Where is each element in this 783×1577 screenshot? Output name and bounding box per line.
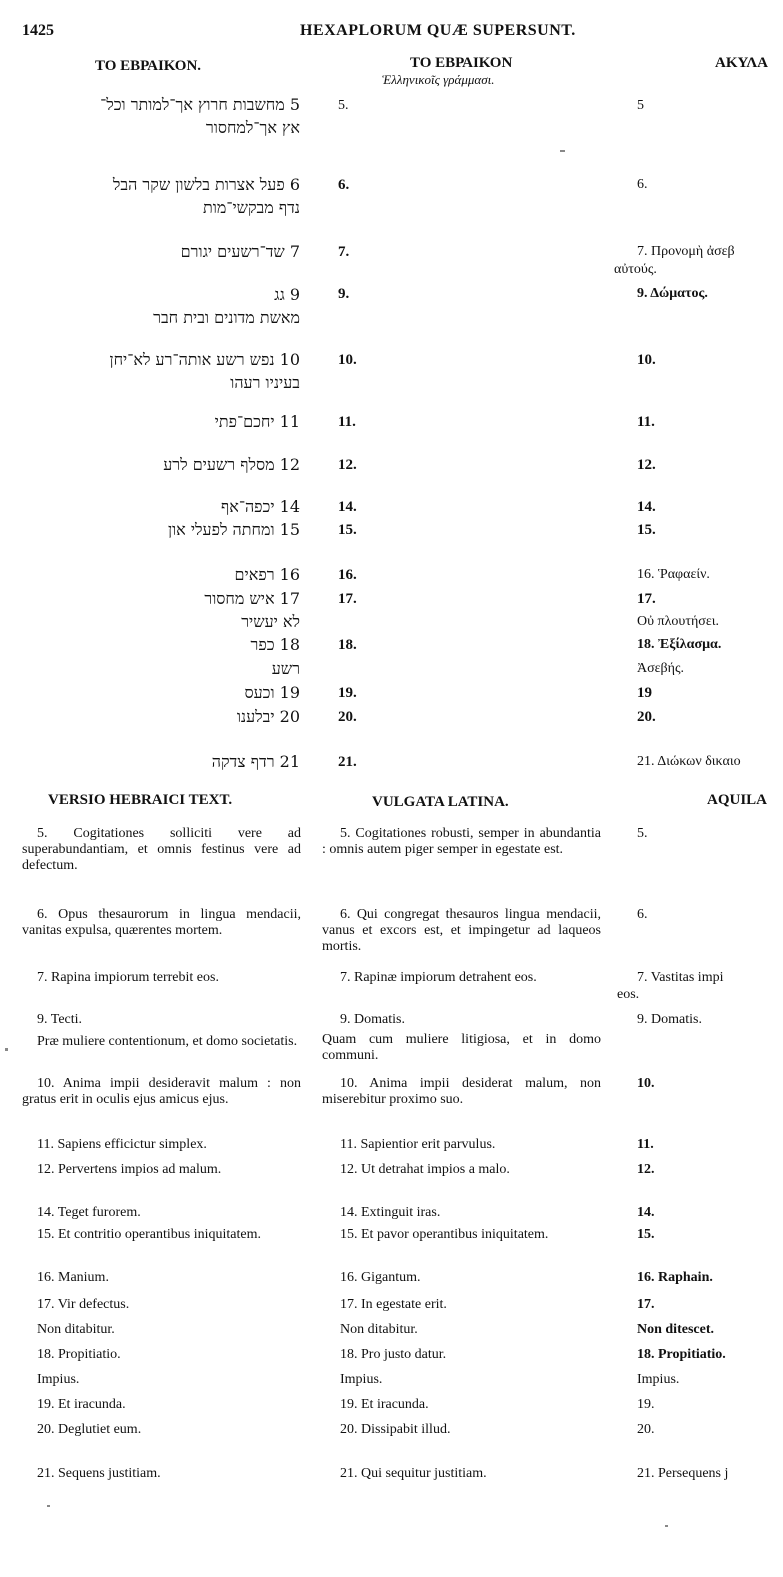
- versio-verse: 19. Et iracunda.: [37, 1397, 126, 1412]
- hebrew-line: 12 מסלף רשעים לרע: [163, 455, 300, 474]
- hebrew-line: 10 נפש רשע אותה־רע לא־יחן: [109, 350, 300, 369]
- aquila-greek-line: 10.: [637, 352, 656, 368]
- hebrew-line: בעיניו רעהו: [230, 373, 300, 392]
- aquila-greek-column-header: ΑΚΥΛΑ: [715, 55, 768, 71]
- aquila-greek-line: 17.: [637, 591, 656, 607]
- aquila-latin-line: eos.: [617, 987, 640, 1002]
- hebrew-line: רשע: [271, 659, 300, 678]
- vulgata-verse: 16. Gigantum.: [340, 1270, 421, 1285]
- vulgata-verse: 5. Cogitationes robusti, semper in abundantia : omnis autem piger semper in egestate est.: [322, 826, 601, 857]
- versio-verse: Non ditabitur.: [37, 1322, 115, 1337]
- vulgata-verse: 21. Qui sequitur justitiam.: [340, 1466, 487, 1481]
- hebrew-line: 21 רדף צדקה: [211, 752, 300, 771]
- aquila-latin-line: 20.: [637, 1422, 655, 1437]
- aquila-latin-line: 5.: [637, 826, 648, 841]
- aquila-latin-line: 9. Domatis.: [637, 1012, 702, 1027]
- translit-verse-number: 9.: [338, 286, 350, 302]
- aquila-greek-line: 19: [637, 685, 652, 701]
- vulgata-verse: Impius.: [340, 1372, 383, 1387]
- aquila-latin-line: 6.: [637, 907, 648, 922]
- translit-verse-number: 15.: [338, 522, 357, 538]
- hebrew-line: 6 פעל אצרות בלשון שקר הבל: [112, 175, 300, 194]
- vulgata-verse: Non ditabitur.: [340, 1322, 418, 1337]
- translit-verse-number: 10.: [338, 352, 357, 368]
- versio-verse: 7. Rapina impiorum terrebit eos.: [37, 970, 219, 985]
- aquila-latin-line: Impius.: [637, 1372, 680, 1387]
- aquila-greek-line: 9. Δώματος.: [637, 286, 708, 301]
- translit-verse-number: 16.: [338, 567, 357, 583]
- aquila-latin-line: 17.: [637, 1297, 655, 1312]
- translit-verse-number: 19.: [338, 685, 357, 701]
- versio-verse: 17. Vir defectus.: [37, 1297, 130, 1312]
- aquila-greek-line: 7. Προνομὴ ἀσεβ: [637, 244, 735, 259]
- print-speck: [47, 1505, 50, 1507]
- hebrew-column-header: ΤΟ ΕΒΡΑΙΚΟΝ.: [95, 58, 202, 74]
- translit-verse-number: 11.: [338, 414, 356, 430]
- hebrew-line: אץ אך־למחסור: [205, 118, 300, 137]
- page-number: 1425: [22, 22, 54, 39]
- vulgata-verse: Quam cum muliere litigiosa, et in domo communi.: [322, 1032, 601, 1063]
- hebrew-line: נדף מבקשי־מות: [202, 198, 300, 217]
- versio-verse: 20. Deglutiet eum.: [37, 1422, 142, 1437]
- hebrew-line: 5 מחשבות חרוץ אך־למותר וכל־: [100, 95, 300, 114]
- aquila-latin-line: 10.: [637, 1076, 655, 1091]
- aquila-greek-line: 12.: [637, 457, 656, 473]
- aquila-greek-line: 15.: [637, 522, 656, 538]
- versio-verse: Præ muliere contentionum, et domo societatis.: [37, 1034, 298, 1049]
- running-head: HEXAPLORUM QUÆ SUPERSUNT.: [300, 22, 576, 39]
- hebrew-line: 7 שד־רשעים יגורם: [180, 242, 300, 261]
- aquila-greek-line: 11.: [637, 414, 655, 430]
- aquila-greek-line: 5: [637, 98, 644, 113]
- vulgata-verse: 18. Pro justo datur.: [340, 1347, 447, 1362]
- aquila-greek-line: Ἀσεβής.: [637, 661, 685, 676]
- translit-verse-number: 5.: [338, 98, 349, 113]
- aquila-greek-line: 21. Διώκων δικαιο: [637, 754, 741, 769]
- print-speck: [5, 1048, 8, 1051]
- aquila-latin-line: 7. Vastitas impi: [637, 970, 724, 985]
- versio-verse: 12. Pervertens impios ad malum.: [37, 1162, 222, 1177]
- hebrew-line: מאשת מדונים ובית חבר: [153, 308, 300, 327]
- versio-verse: 15. Et contritio operantibus iniquitatem.: [37, 1227, 261, 1242]
- versio-verse: 18. Propitiatio.: [37, 1347, 121, 1362]
- versio-verse: 21. Sequens justitiam.: [37, 1466, 161, 1481]
- hebrew-line: 14 יכפה־אף: [220, 497, 300, 516]
- aquila-latin-line: 21. Persequens j: [637, 1466, 729, 1481]
- hebrew-line: 17 איש מחסור: [204, 589, 300, 608]
- hebrew-line: 18 כפר: [250, 635, 300, 654]
- vulgata-verse: 7. Rapinæ impiorum detrahent eos.: [340, 970, 537, 985]
- hebrew-line: לא יעשיר: [241, 612, 300, 631]
- vulgata-verse: 12. Ut detrahat impios a malo.: [340, 1162, 510, 1177]
- aquila-greek-line: 18. Ἐξίλασμα.: [637, 637, 722, 652]
- versio-verse: 16. Manium.: [37, 1270, 109, 1285]
- aquila-latin-line: 11.: [637, 1137, 654, 1152]
- vulgata-verse: 11. Sapientior erit parvulus.: [340, 1137, 496, 1152]
- versio-verse: 5. Cogitationes solliciti vere ad superabundantiam, et omnis festinus vere ad defectum.: [22, 826, 301, 873]
- hebrew-line: 15 ומחתה לפעלי און: [168, 520, 300, 539]
- translit-column-header: ΤΟ ΕΒΡΑΙΚΟΝ: [410, 55, 513, 71]
- print-speck: [665, 1525, 668, 1527]
- translit-verse-number: 18.: [338, 637, 357, 653]
- aquila-latin-line: 16. Raphain.: [637, 1270, 713, 1285]
- translit-verse-number: 7.: [338, 244, 350, 260]
- vulgata-verse: 10. Anima impii desiderat malum, non miserebitur proximo suo.: [322, 1076, 601, 1107]
- vulgata-verse: 14. Extinguit iras.: [340, 1205, 441, 1220]
- translit-verse-number: 21.: [338, 754, 357, 770]
- aquila-greek-line: 6.: [637, 177, 648, 192]
- hebrew-line: 16 רפאים: [234, 565, 300, 584]
- aquila-latin-line: 19.: [637, 1397, 655, 1412]
- versio-verse: 10. Anima impii desideravit malum : non gratus erit in oculis ejus amicus ejus.: [22, 1076, 301, 1107]
- hebrew-line: 9 גג: [274, 285, 300, 304]
- vulgata-verse: 20. Dissipabit illud.: [340, 1422, 451, 1437]
- aquila-greek-line: 14.: [637, 499, 656, 515]
- versio-verse: 6. Opus thesaurorum in lingua mendacii, vanitas expulsa, quærentes mortem.: [22, 907, 301, 938]
- translit-verse-number: 20.: [338, 709, 357, 725]
- aquila-greek-line: Οὐ πλουτήσει.: [637, 614, 719, 629]
- translit-verse-number: 17.: [338, 591, 357, 607]
- translit-column-subheader: Ἑλληνικοῖς γράμμασι.: [382, 72, 495, 87]
- aquila-latin-line: 18. Propitiatio.: [637, 1347, 726, 1362]
- aquila-latin-column-header: AQUILA: [707, 792, 768, 808]
- aquila-latin-line: 12.: [637, 1162, 655, 1177]
- vulgata-verse: 15. Et pavor operantibus iniquitatem.: [340, 1227, 549, 1242]
- versio-column-header: VERSIO HEBRAICI TEXT.: [48, 792, 233, 808]
- versio-verse: 11. Sapiens efficictur simplex.: [37, 1137, 207, 1152]
- aquila-latin-line: 15.: [637, 1227, 655, 1242]
- translit-verse-number: 12.: [338, 457, 357, 473]
- aquila-latin-line: Non ditescet.: [637, 1322, 714, 1337]
- vulgata-verse: 9. Domatis.: [340, 1012, 405, 1027]
- hebrew-line: 19 וכעס: [244, 683, 300, 702]
- vulgata-verse: 17. In egestate erit.: [340, 1297, 447, 1312]
- aquila-latin-line: 14.: [637, 1205, 655, 1220]
- aquila-greek-line: 20.: [637, 709, 656, 725]
- versio-verse: Impius.: [37, 1372, 80, 1387]
- vulgata-column-header: VULGATA LATINA.: [372, 794, 509, 810]
- aquila-greek-line: 16. Ῥαφαείν.: [637, 567, 710, 582]
- vulgata-verse: 6. Qui congregat thesauros lingua mendacii, vanus et excors est, et impingetur ad laqueos mortis.: [322, 907, 601, 954]
- hebrew-line: 11 יחכם־פתי: [214, 412, 300, 431]
- print-speck: [560, 150, 565, 152]
- translit-verse-number: 6.: [338, 177, 350, 193]
- translit-verse-number: 14.: [338, 499, 357, 515]
- aquila-greek-line: αὐτούς.: [614, 262, 657, 277]
- versio-verse: 14. Teget furorem.: [37, 1205, 141, 1220]
- vulgata-verse: 19. Et iracunda.: [340, 1397, 429, 1412]
- versio-verse: 9. Tecti.: [37, 1012, 83, 1027]
- hebrew-line: 20 יבלענו: [236, 707, 300, 726]
